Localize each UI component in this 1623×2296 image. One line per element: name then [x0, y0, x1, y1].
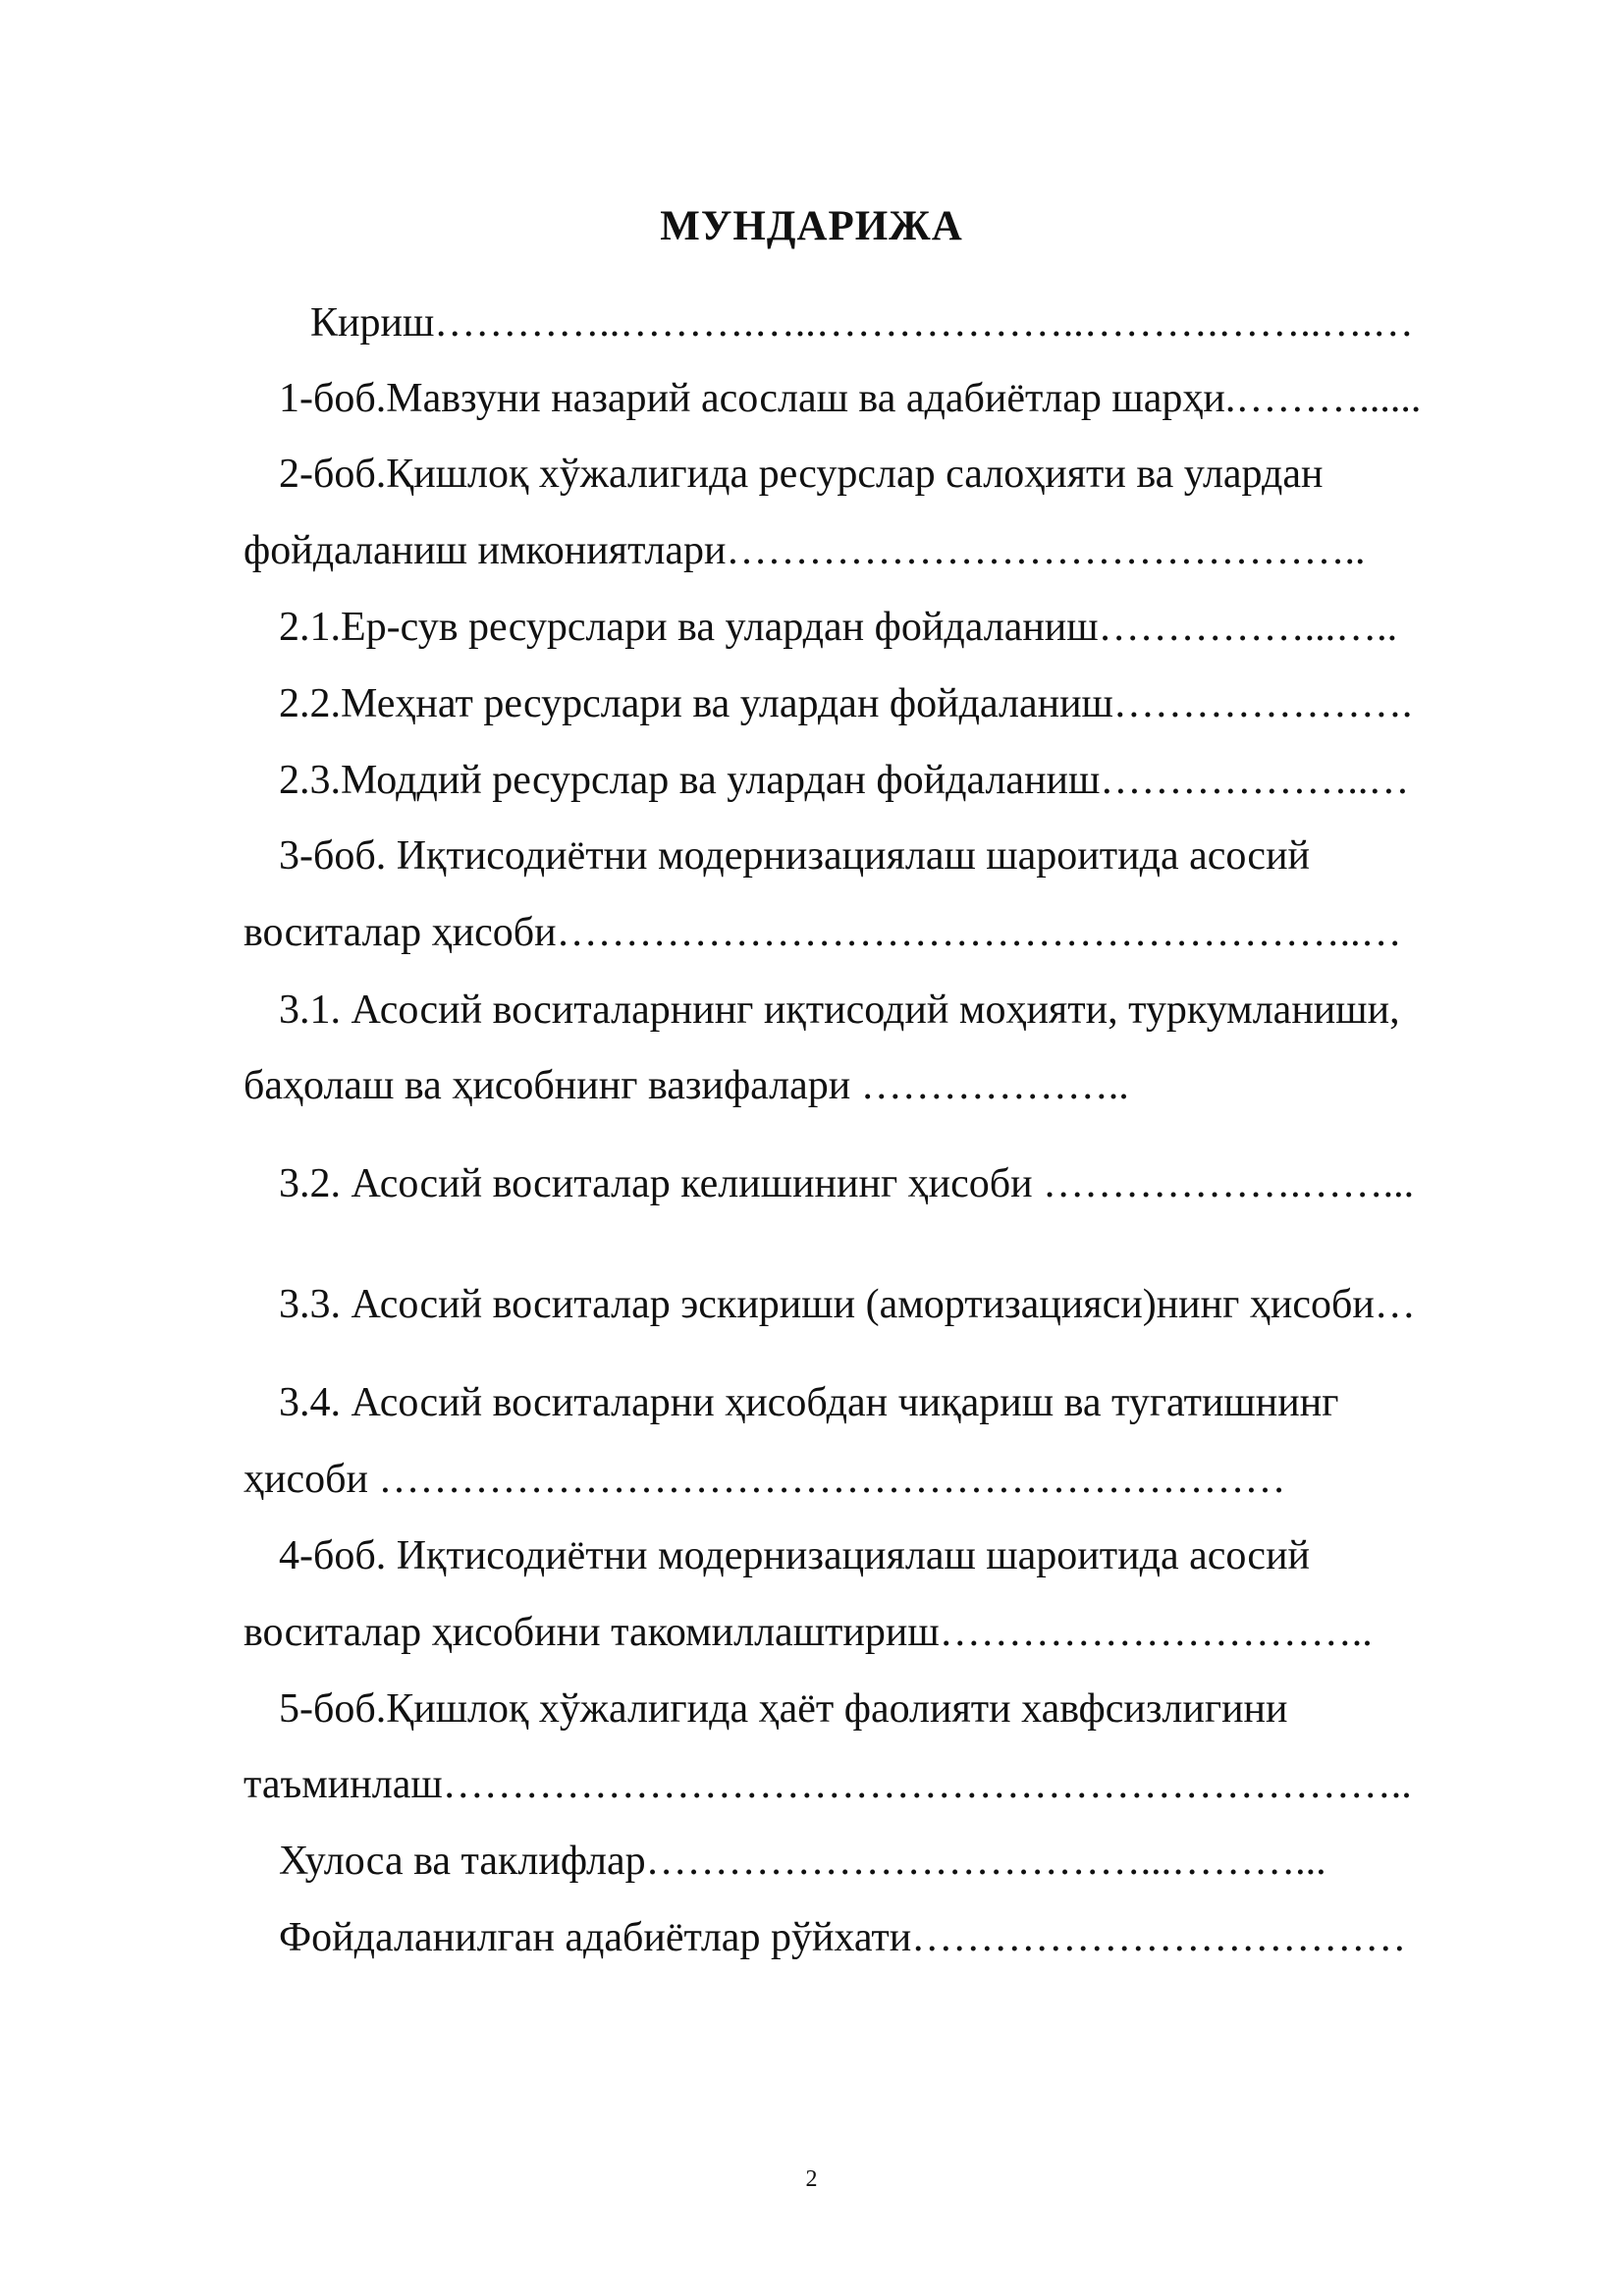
toc-entry-chapter-2-continued: фойдаланиш имкониятлари………………………………………..: [243, 528, 1366, 573]
toc-entry-section-3-1-continued: баҳолаш ва ҳисобнинг вазифалари ………………..: [243, 1063, 1129, 1108]
toc-entry-section-3-4-continued: ҳисоби …………………………………………………………: [243, 1457, 1286, 1502]
toc-entry-section-3-3: 3.3. Асосий воситалар эскириши (амортизацияси)нинг ҳисоби…: [279, 1282, 1416, 1327]
toc-entry-chapter-5-continued: таъминлаш……………………………………………………………..: [243, 1762, 1412, 1807]
toc-entry-chapter-5: 5-боб.Қишлоқ хўжалигида ҳаёт фаолияти хавфсизлигини: [279, 1686, 1288, 1732]
toc-entry-section-2-2: 2.2.Меҳнат ресурслари ва улардан фойдаланиш………………….: [279, 681, 1413, 726]
toc-entry-section-2-3: 2.3.Моддий ресурслар ва улардан фойдаланиш………………..…: [279, 758, 1410, 803]
toc-entry-chapter-3: 3-боб. Иқтисодиётни модернизациялаш шароитида асосий: [279, 833, 1311, 879]
toc-entry-chapter-1: 1-боб.Мавзуни назарий асослаш ва адабиётлар шарҳи.………......: [279, 376, 1422, 421]
page-number: 2: [805, 2166, 818, 2192]
toc-entry-chapter-4-continued: воситалар ҳисобини такомиллаштириш…………………………..: [243, 1610, 1373, 1655]
toc-entry-chapter-4: 4-боб. Иқтисодиётни модернизациялаш шароитида асосий: [279, 1533, 1311, 1578]
toc-entry-references: Фойдаланилган адабиётлар рўйхати………………………………: [279, 1915, 1407, 1960]
toc-entry-section-2-1: 2.1.Ер-сув ресурслари ва улардан фойдаланиш……………...…..: [279, 605, 1398, 650]
page-title: МУНДАРИЖА: [660, 203, 963, 249]
toc-entry-section-3-4: 3.4. Асосий воситаларни ҳисобдан чиқариш ва тугатишнинг: [279, 1380, 1339, 1425]
toc-entry-section-3-1: 3.1. Асосий воситаларнинг иқтисодий моҳияти, туркумланиши,: [279, 988, 1400, 1033]
toc-entry-conclusions: Хулоса ва таклифлар………………………………...………...: [279, 1839, 1326, 1884]
toc-entry-section-3-2: 3.2. Асосий воситалар келишининг ҳисоби ……………….……...: [279, 1161, 1415, 1206]
toc-entry-chapter-3-continued: воситалар ҳисоби…………………………………………………..…: [243, 910, 1402, 955]
toc-entry-introduction: Кириш…………..……….…..………………..……….……..….…: [310, 300, 1414, 346]
toc-entry-chapter-2: 2-боб.Қишлоқ хўжалигида ресурслар салоҳияти ва улардан: [279, 452, 1324, 497]
